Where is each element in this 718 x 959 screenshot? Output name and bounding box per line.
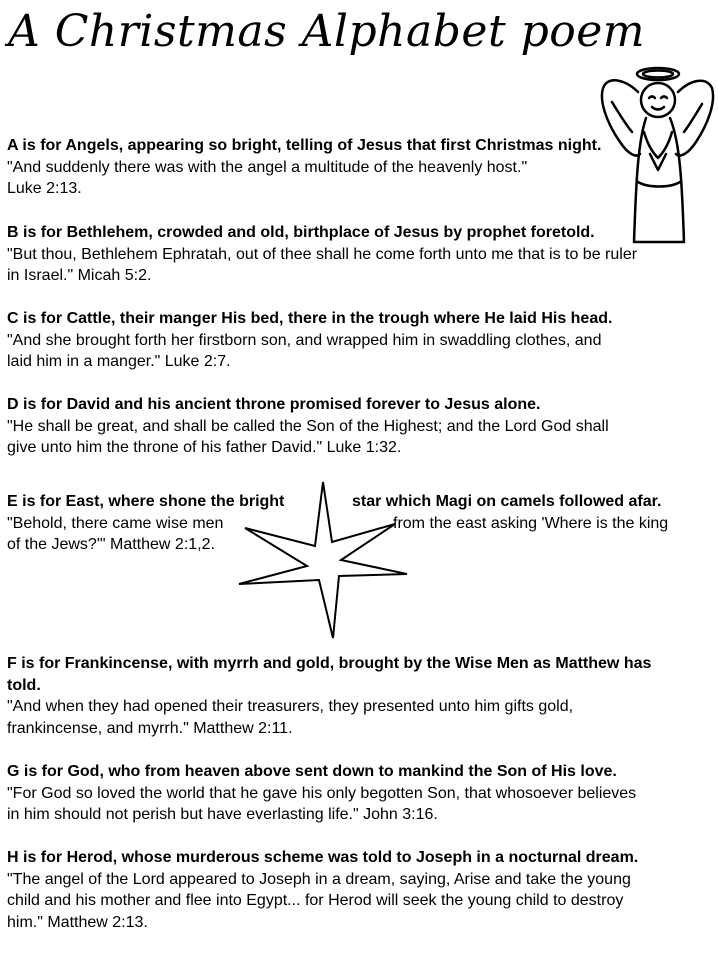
stanza-h-quote-line: child and his mother and flee into Egypt... for Herod will seek the young child to destroy: [7, 892, 624, 909]
stanza-a-quote-line: Luke 2:13.: [7, 180, 82, 197]
stanza-f: [7, 653, 651, 739]
stanza-b-quote-line: "But thou, Bethlehem Ephratah, out of thee shall he come forth unto me that is to be ruler: [7, 245, 638, 263]
stanza-b: [7, 222, 637, 287]
stanza-a: [7, 135, 601, 200]
stanza-a-quote-line: "And suddenly there was with the angel a multitude of the heavenly host.": [7, 158, 528, 176]
stanza-a-bold-line: A is for Angels, appearing so bright, telling of Jesus that first Christmas night.: [7, 137, 602, 154]
stanza-d: [7, 394, 609, 459]
stanza-g: [7, 761, 636, 826]
page-title: A Christmas Alphabet poem: [8, 6, 646, 57]
stanza-d-quote-line: give unto him the throne of his father David." Luke 1:32.: [7, 439, 402, 456]
stanza-d-bold-line: D is for David and his ancient throne promised forever to Jesus alone.: [7, 396, 541, 413]
stanza-c-quote-line: "And she brought forth her firstborn son, and wrapped him in swaddling clothes, and: [7, 331, 602, 349]
stanza-b-bold-line: B is for Bethlehem, crowded and old, birthplace of Jesus by prophet foretold.: [7, 224, 595, 241]
stanza-b-quote-line: in Israel." Micah 5:2.: [7, 267, 152, 284]
stanza-h-quote-line: "The angel of the Lord appeared to Joseph in a dream, saying, Arise and take the young: [7, 870, 631, 888]
stanza-e: [7, 491, 713, 556]
stanza-f-quote-line: frankincense, and myrrh." Matthew 2:11.: [7, 719, 293, 737]
stanza-g-bold-line: G is for God, who from heaven above sent down to mankind the Son of His love.: [7, 763, 617, 780]
stanza-h-bold-line: H is for Herod, whose murderous scheme was told to Joseph in a nocturnal dream.: [7, 849, 639, 866]
stanza-f-bold-line: F is for Frankincense, with myrrh and gold, brought by the Wise Men as Matthew has: [7, 655, 652, 672]
stanza-d-quote-line: "He shall be great, and shall be called the Son of the Highest; and the Lord God shall: [7, 417, 609, 435]
stanza-g-quote-line: "For God so loved the world that he gave his only begotten Son, that whosoever believes: [7, 784, 637, 802]
stanza-c: [7, 308, 612, 373]
stanza-e-bold-right: star which Magi on camels followed afar.: [352, 493, 662, 510]
stanza-f-quote-line: "And when they had opened their treasurers, they presented unto him gifts gold,: [7, 698, 574, 715]
stanza-h-quote-line: him." Matthew 2:13.: [7, 913, 148, 931]
stanza-e-quote-last: of the Jews?'" Matthew 2:1,2.: [7, 536, 215, 553]
stanza-c-quote-line: laid him in a manger." Luke 2:7.: [7, 353, 231, 370]
stanza-e-bold-left: E is for East, where shone the bright: [7, 493, 285, 510]
stanza-c-bold-line: C is for Cattle, their manger His bed, there in the trough where He laid His head.: [7, 310, 613, 327]
stanza-e-quote-right: from the east asking 'Where is the king: [393, 514, 669, 532]
stanza-e-quote-left: "Behold, there came wise men: [7, 514, 224, 532]
stanza-g-quote-line: in him should not perish but have everlasting life." John 3:16.: [7, 806, 438, 823]
stanza-h: [7, 847, 638, 933]
stanza-f-bold-line: told.: [7, 676, 41, 694]
